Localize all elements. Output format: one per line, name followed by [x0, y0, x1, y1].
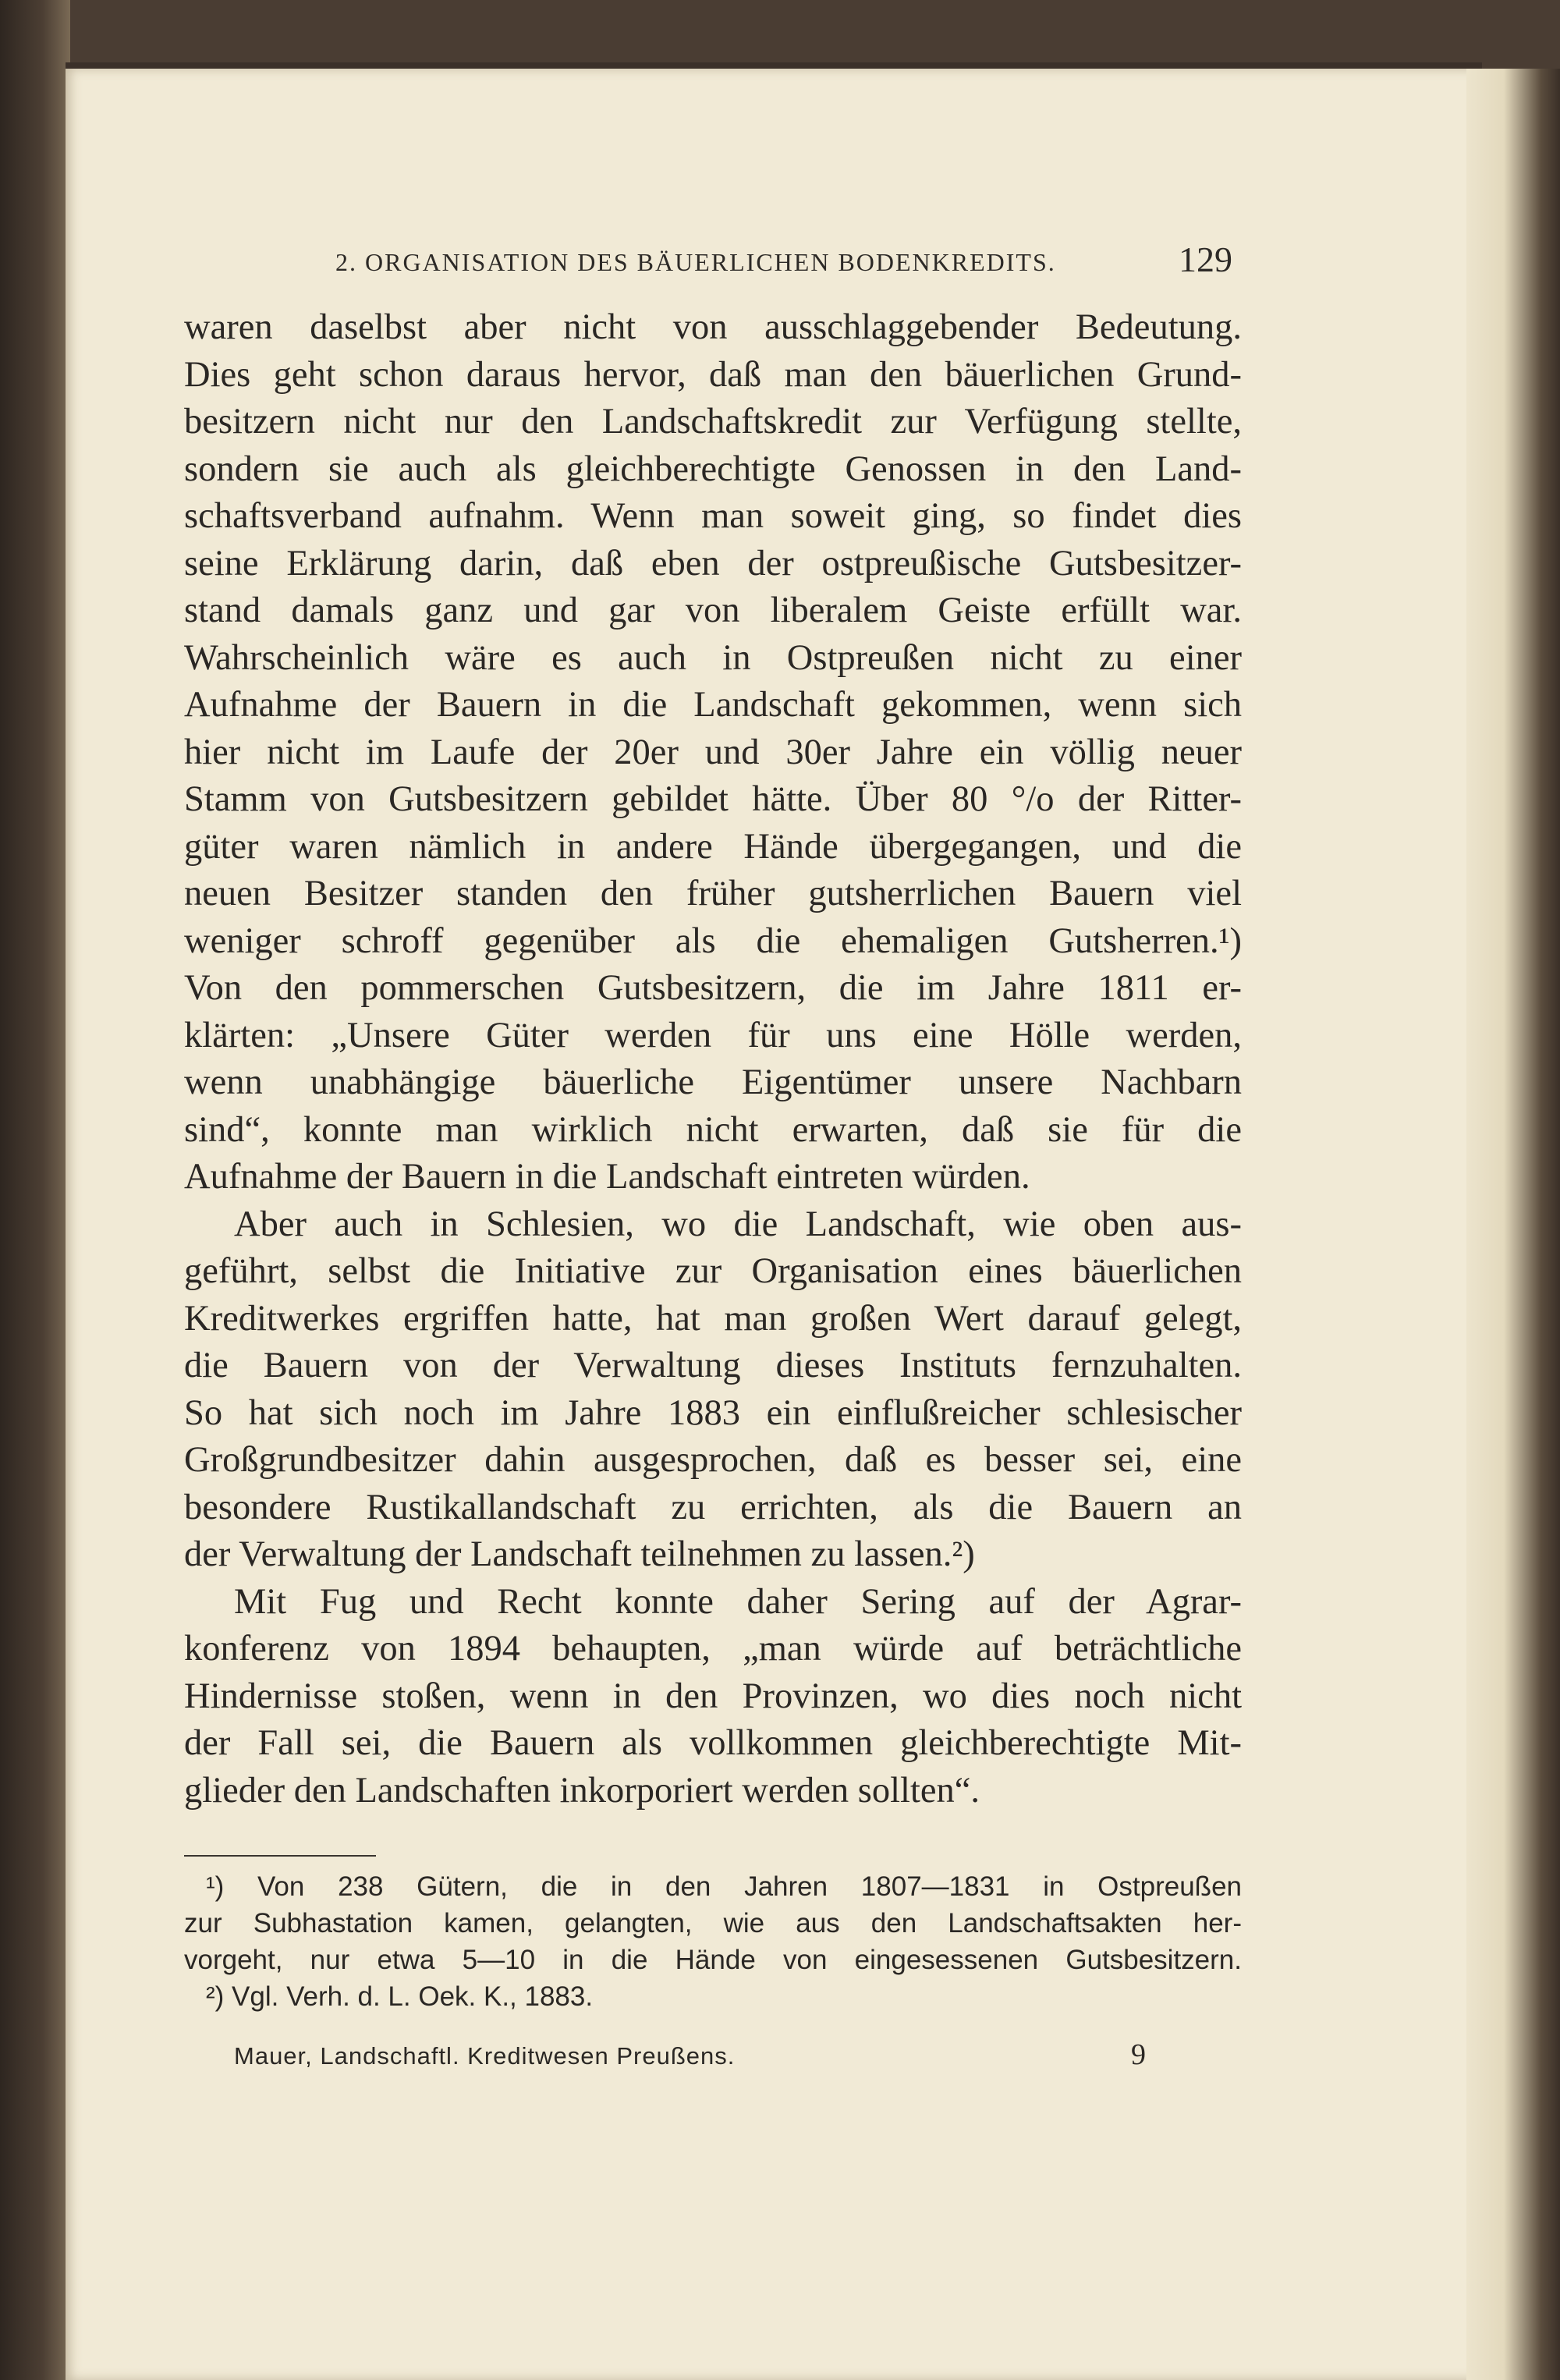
- text-line: konferenz von 1894 behaupten, „man würde auf beträchtliche: [184, 1629, 1242, 1669]
- footnote-line: zur Subhastation kamen, gelangten, wie aus den Landschaftsakten her-: [184, 1908, 1242, 1938]
- text-line: Dies geht schon daraus hervor, daß man den bäuerlichen Grund-: [184, 354, 1242, 395]
- text-line: hier nicht im Laufe der 20er und 30er Jahre ein völlig neuer: [184, 732, 1242, 772]
- text-line: sind“, konnte man wirklich nicht erwarten, daß sie für die: [184, 1109, 1242, 1150]
- text-line: waren daselbst aber nicht von ausschlaggebender Bedeutung.: [184, 307, 1242, 347]
- text-line: wenn unabhängige bäuerliche Eigentümer unsere Nachbarn: [184, 1062, 1242, 1102]
- text-line: glieder den Landschaften inkorporiert werden sollten“.: [184, 1770, 980, 1811]
- footnote-line: vorgeht, nur etwa 5—10 in die Hände von eingesessenen Gutsbesitzern.: [184, 1945, 1242, 1975]
- page-footer: [234, 2038, 1248, 2078]
- scan-background-left: [0, 0, 70, 2380]
- text-line: weniger schroff gegenüber als die ehemaligen Gutsherren.¹): [184, 920, 1242, 961]
- text-line: Aufnahme der Bauern in die Landschaft eintreten würden.: [184, 1157, 1030, 1197]
- text-line: Wahrscheinlich wäre es auch in Ostpreußen nicht zu einer: [184, 637, 1242, 678]
- text-line: der Verwaltung der Landschaft teilnehmen zu lassen.²): [184, 1534, 975, 1574]
- page-right-edge: [1466, 69, 1560, 2380]
- text-line: der Fall sei, die Bauern als vollkommen gleichberechtigte Mit-: [184, 1723, 1242, 1763]
- text-line: Mit Fug und Recht konnte daher Sering auf der Agrar-: [234, 1581, 1242, 1622]
- footnote-rule: [184, 1855, 376, 1857]
- text-line: besondere Rustikallandschaft zu errichten, als die Bauern an: [184, 1487, 1242, 1527]
- sheet-number: 9: [1131, 2038, 1146, 2071]
- footnotes: [184, 1868, 1242, 2015]
- text-line: So hat sich noch im Jahre 1883 ein einflußreicher schlesischer: [184, 1392, 1242, 1433]
- text-line: Von den pommerschen Gutsbesitzern, die im Jahre 1811 er-: [184, 968, 1242, 1008]
- text-line: Aufnahme der Bauern in die Landschaft gekommen, wenn sich: [184, 685, 1242, 725]
- text-line: Stamm von Gutsbesitzern gebildet hätte. Über 80 °/o der Ritter-: [184, 779, 1242, 819]
- running-head: 2. ORGANISATION DES BÄUERLICHEN BODENKREDITS.: [335, 248, 1056, 276]
- text-line: klärten: „Unsere Güter werden für uns eine Hölle werden,: [184, 1015, 1242, 1055]
- text-line: Kreditwerkes ergriffen hatte, hat man großen Wert darauf gelegt,: [184, 1298, 1242, 1339]
- page-header: [335, 234, 1232, 289]
- body-text: [184, 304, 1242, 1814]
- signature-mark: Mauer, Landschaftl. Kreditwesen Preußens.: [234, 2042, 736, 2070]
- text-line: stand damals ganz und gar von liberalem Geiste erfüllt war.: [184, 591, 1242, 630]
- text-line: seine Erklärung darin, daß eben der ostpreußische Gutsbesitzer-: [184, 543, 1242, 583]
- text-line: schaftsverband aufnahm. Wenn man soweit ging, so findet dies: [184, 496, 1242, 536]
- footnote-line: ¹) Von 238 Gütern, die in den Jahren 1807—1831 in Ostpreußen: [206, 1871, 1242, 1902]
- text-line: Hindernisse stoßen, wenn in den Provinzen, wo dies noch nicht: [184, 1676, 1242, 1716]
- footnote-line: ²) Vgl. Verh. d. L. Oek. K., 1883.: [206, 1981, 594, 2012]
- text-line: die Bauern von der Verwaltung dieses Instituts fernzuhalten.: [184, 1346, 1242, 1385]
- page-number: 129: [1179, 239, 1232, 279]
- text-line: güter waren nämlich in andere Hände übergegangen, und die: [184, 826, 1242, 867]
- text-line: Aber auch in Schlesien, wo die Landschaft, wie oben aus-: [234, 1204, 1242, 1244]
- text-line: Großgrundbesitzer dahin ausgesprochen, daß es besser sei, eine: [184, 1440, 1242, 1480]
- text-line: neuen Besitzer standen den früher gutsherrlichen Bauern viel: [184, 874, 1242, 913]
- text-line: geführt, selbst die Initiative zur Organisation eines bäuerlichen: [184, 1251, 1242, 1291]
- text-line: sondern sie auch als gleichberechtigte Genossen in den Land-: [184, 449, 1242, 489]
- text-line: besitzern nicht nur den Landschaftskredit zur Verfügung stellte,: [184, 402, 1242, 442]
